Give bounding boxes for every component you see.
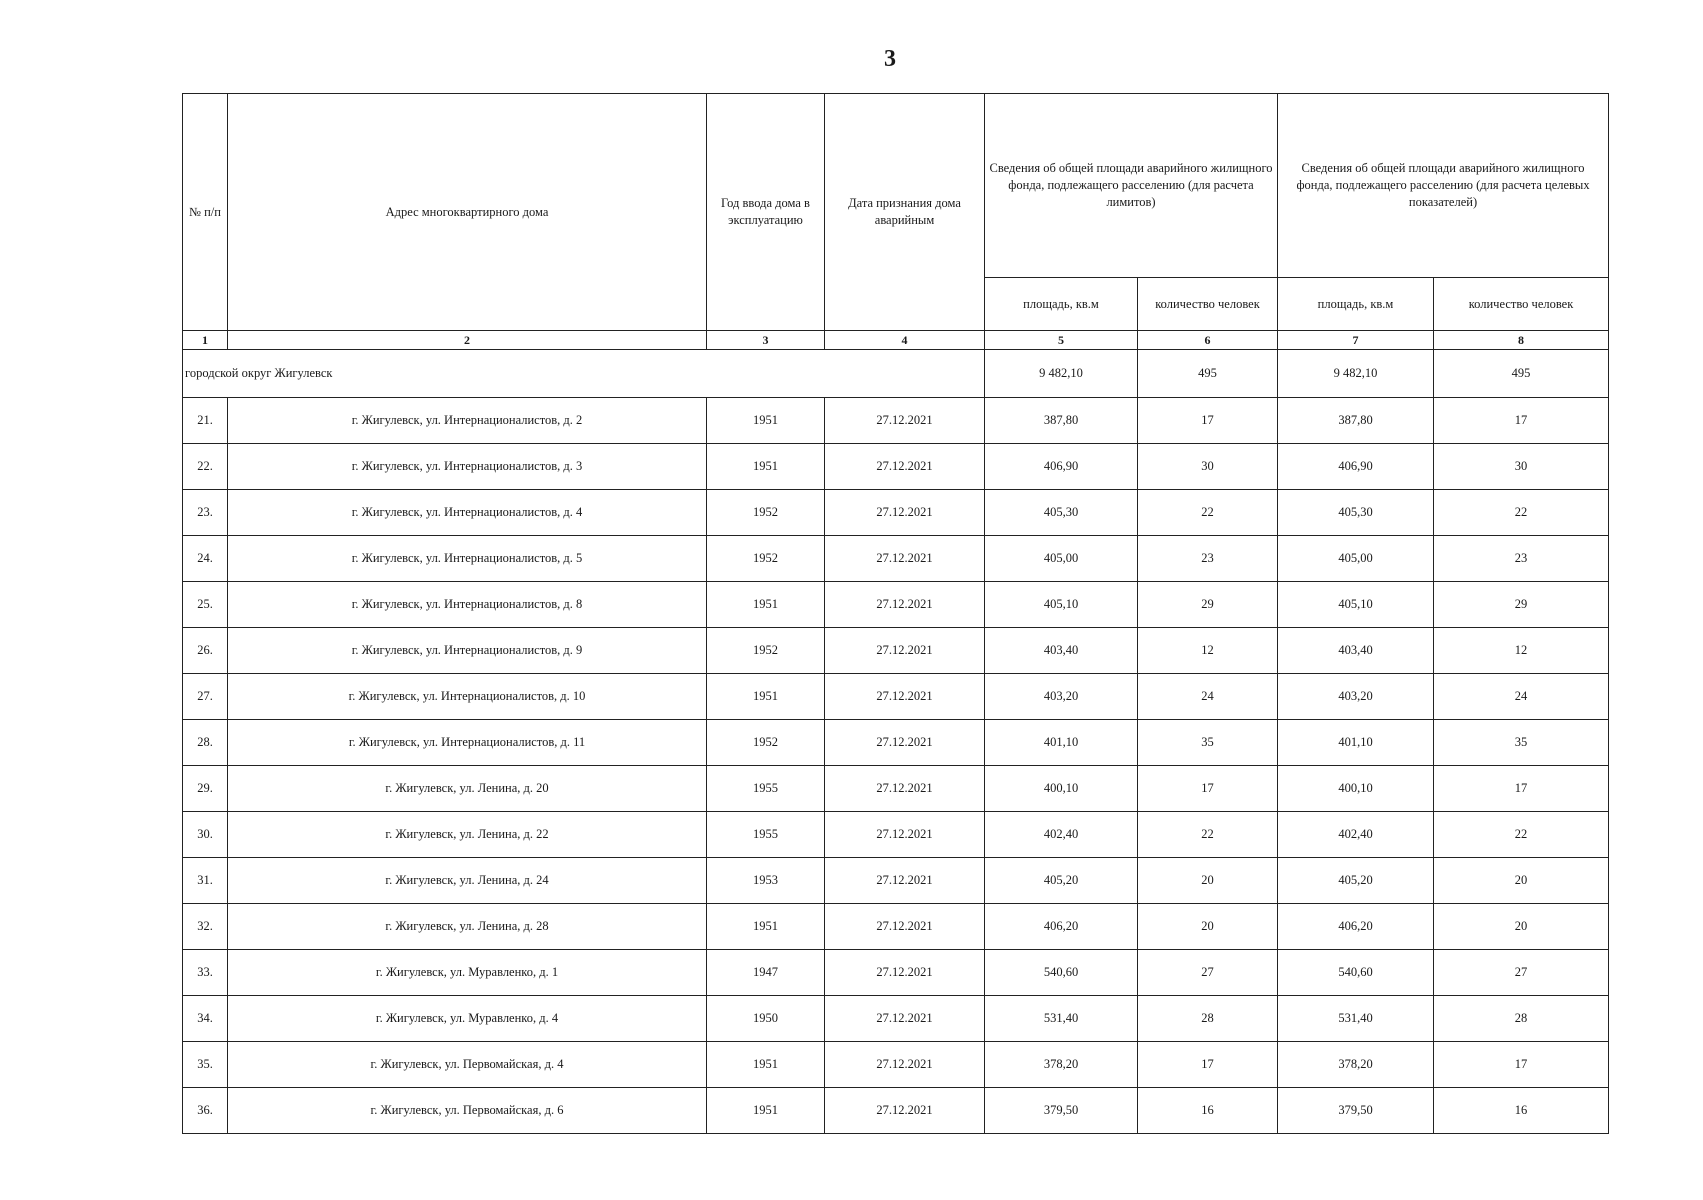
cell-date: 27.12.2021 xyxy=(825,1042,985,1088)
table-row xyxy=(183,720,1609,766)
cell-people-targets: 16 xyxy=(1434,1088,1609,1134)
cell-area-targets: 378,20 xyxy=(1278,1042,1434,1088)
cell-people-targets: 22 xyxy=(1434,490,1609,536)
cell-area-limits: 403,40 xyxy=(985,628,1138,674)
group-row xyxy=(183,350,1609,398)
column-number: 8 xyxy=(1434,331,1609,350)
header-targets-group: Сведения об общей площади аварийного жилищного фонда, подлежащего расселению (для расчета целевых показателей) xyxy=(1278,94,1609,278)
cell-year: 1951 xyxy=(707,398,825,444)
cell-people-targets: 22 xyxy=(1434,812,1609,858)
cell-address: г. Жигулевск, ул. Интернационалистов, д. 4 xyxy=(228,490,707,536)
header-people-targets: количество человек xyxy=(1434,278,1609,331)
cell-year: 1952 xyxy=(707,490,825,536)
cell-area-targets: 406,90 xyxy=(1278,444,1434,490)
cell-people-limits: 35 xyxy=(1138,720,1278,766)
cell-people-limits: 17 xyxy=(1138,398,1278,444)
cell-year: 1951 xyxy=(707,1088,825,1134)
cell-area-targets: 402,40 xyxy=(1278,812,1434,858)
cell-num: 32. xyxy=(183,904,228,950)
cell-year: 1953 xyxy=(707,858,825,904)
cell-date: 27.12.2021 xyxy=(825,812,985,858)
cell-area-limits: 405,30 xyxy=(985,490,1138,536)
cell-num: 35. xyxy=(183,1042,228,1088)
cell-address: г. Жигулевск, ул. Муравленко, д. 4 xyxy=(228,996,707,1042)
cell-area-targets: 405,20 xyxy=(1278,858,1434,904)
cell-date: 27.12.2021 xyxy=(825,950,985,996)
table-row xyxy=(183,490,1609,536)
cell-num: 21. xyxy=(183,398,228,444)
cell-num: 30. xyxy=(183,812,228,858)
cell-people-limits: 20 xyxy=(1138,904,1278,950)
table-row xyxy=(183,1042,1609,1088)
cell-address: г. Жигулевск, ул. Интернационалистов, д. 11 xyxy=(228,720,707,766)
cell-num: 23. xyxy=(183,490,228,536)
table-row xyxy=(183,1088,1609,1134)
cell-year: 1951 xyxy=(707,582,825,628)
cell-address: г. Жигулевск, ул. Интернационалистов, д. 3 xyxy=(228,444,707,490)
cell-people-targets: 29 xyxy=(1434,582,1609,628)
cell-area-targets: 531,40 xyxy=(1278,996,1434,1042)
cell-num: 34. xyxy=(183,996,228,1042)
emergency-housing-table xyxy=(182,93,1609,1134)
table-row xyxy=(183,582,1609,628)
cell-people-limits: 17 xyxy=(1138,1042,1278,1088)
cell-date: 27.12.2021 xyxy=(825,490,985,536)
cell-people-targets: 17 xyxy=(1434,1042,1609,1088)
table-row xyxy=(183,812,1609,858)
cell-area-targets: 403,40 xyxy=(1278,628,1434,674)
cell-people-targets: 27 xyxy=(1434,950,1609,996)
column-number: 2 xyxy=(228,331,707,350)
cell-year: 1950 xyxy=(707,996,825,1042)
cell-area-targets: 405,30 xyxy=(1278,490,1434,536)
cell-year: 1951 xyxy=(707,444,825,490)
cell-date: 27.12.2021 xyxy=(825,536,985,582)
cell-area-limits: 405,00 xyxy=(985,536,1138,582)
cell-year: 1955 xyxy=(707,812,825,858)
cell-area-targets: 401,10 xyxy=(1278,720,1434,766)
cell-date: 27.12.2021 xyxy=(825,628,985,674)
cell-num: 22. xyxy=(183,444,228,490)
cell-people-limits: 27 xyxy=(1138,950,1278,996)
cell-date: 27.12.2021 xyxy=(825,720,985,766)
header-area-limits: площадь, кв.м xyxy=(985,278,1138,331)
group-label: городской округ Жигулевск xyxy=(183,350,985,398)
cell-people-limits: 30 xyxy=(1138,444,1278,490)
cell-people-targets: 17 xyxy=(1434,398,1609,444)
cell-address: г. Жигулевск, ул. Ленина, д. 24 xyxy=(228,858,707,904)
cell-num: 33. xyxy=(183,950,228,996)
cell-area-limits: 403,20 xyxy=(985,674,1138,720)
cell-date: 27.12.2021 xyxy=(825,904,985,950)
column-number: 5 xyxy=(985,331,1138,350)
column-number: 7 xyxy=(1278,331,1434,350)
cell-people-targets: 20 xyxy=(1434,904,1609,950)
cell-people-limits: 29 xyxy=(1138,582,1278,628)
group-area-targets: 9 482,10 xyxy=(1278,350,1434,398)
cell-address: г. Жигулевск, ул. Интернационалистов, д. 9 xyxy=(228,628,707,674)
cell-num: 25. xyxy=(183,582,228,628)
cell-people-limits: 22 xyxy=(1138,490,1278,536)
cell-num: 36. xyxy=(183,1088,228,1134)
cell-date: 27.12.2021 xyxy=(825,1088,985,1134)
header-people-limits: количество человек xyxy=(1138,278,1278,331)
table-row xyxy=(183,536,1609,582)
table-row xyxy=(183,674,1609,720)
cell-people-limits: 28 xyxy=(1138,996,1278,1042)
cell-area-targets: 405,10 xyxy=(1278,582,1434,628)
cell-address: г. Жигулевск, ул. Муравленко, д. 1 xyxy=(228,950,707,996)
column-number: 3 xyxy=(707,331,825,350)
cell-year: 1952 xyxy=(707,720,825,766)
cell-people-limits: 16 xyxy=(1138,1088,1278,1134)
group-people-limits: 495 xyxy=(1138,350,1278,398)
cell-area-limits: 378,20 xyxy=(985,1042,1138,1088)
cell-address: г. Жигулевск, ул. Ленина, д. 20 xyxy=(228,766,707,812)
cell-year: 1947 xyxy=(707,950,825,996)
cell-year: 1951 xyxy=(707,1042,825,1088)
cell-area-targets: 405,00 xyxy=(1278,536,1434,582)
cell-people-limits: 24 xyxy=(1138,674,1278,720)
cell-area-targets: 540,60 xyxy=(1278,950,1434,996)
cell-num: 27. xyxy=(183,674,228,720)
cell-area-targets: 400,10 xyxy=(1278,766,1434,812)
cell-people-targets: 30 xyxy=(1434,444,1609,490)
cell-people-limits: 20 xyxy=(1138,858,1278,904)
cell-area-limits: 405,10 xyxy=(985,582,1138,628)
cell-people-limits: 17 xyxy=(1138,766,1278,812)
cell-people-targets: 20 xyxy=(1434,858,1609,904)
cell-area-limits: 387,80 xyxy=(985,398,1138,444)
cell-people-limits: 22 xyxy=(1138,812,1278,858)
cell-address: г. Жигулевск, ул. Интернационалистов, д. 5 xyxy=(228,536,707,582)
cell-date: 27.12.2021 xyxy=(825,398,985,444)
cell-address: г. Жигулевск, ул. Интернационалистов, д. 10 xyxy=(228,674,707,720)
column-number: 6 xyxy=(1138,331,1278,350)
header-address: Адрес многоквартирного дома xyxy=(228,94,707,331)
cell-year: 1952 xyxy=(707,536,825,582)
header-year: Год ввода дома в эксплуатацию xyxy=(707,94,825,331)
cell-address: г. Жигулевск, ул. Ленина, д. 22 xyxy=(228,812,707,858)
cell-address: г. Жигулевск, ул. Первомайская, д. 4 xyxy=(228,1042,707,1088)
table-row xyxy=(183,950,1609,996)
table-row xyxy=(183,628,1609,674)
cell-date: 27.12.2021 xyxy=(825,582,985,628)
cell-people-targets: 12 xyxy=(1434,628,1609,674)
cell-people-targets: 24 xyxy=(1434,674,1609,720)
cell-num: 28. xyxy=(183,720,228,766)
cell-date: 27.12.2021 xyxy=(825,996,985,1042)
column-number: 1 xyxy=(183,331,228,350)
cell-year: 1951 xyxy=(707,904,825,950)
cell-date: 27.12.2021 xyxy=(825,444,985,490)
cell-people-targets: 28 xyxy=(1434,996,1609,1042)
table-row xyxy=(183,766,1609,812)
header-num: № п/п xyxy=(183,94,228,331)
cell-address: г. Жигулевск, ул. Интернационалистов, д. 2 xyxy=(228,398,707,444)
header-limits-group: Сведения об общей площади аварийного жилищного фонда, подлежащего расселению (для расчета лимитов) xyxy=(985,94,1278,278)
table-row xyxy=(183,858,1609,904)
cell-area-limits: 405,20 xyxy=(985,858,1138,904)
cell-address: г. Жигулевск, ул. Первомайская, д. 6 xyxy=(228,1088,707,1134)
cell-date: 27.12.2021 xyxy=(825,674,985,720)
cell-area-targets: 379,50 xyxy=(1278,1088,1434,1134)
cell-people-targets: 23 xyxy=(1434,536,1609,582)
cell-num: 24. xyxy=(183,536,228,582)
group-people-targets: 495 xyxy=(1434,350,1609,398)
cell-num: 31. xyxy=(183,858,228,904)
cell-area-limits: 540,60 xyxy=(985,950,1138,996)
cell-num: 26. xyxy=(183,628,228,674)
table-row xyxy=(183,398,1609,444)
cell-address: г. Жигулевск, ул. Интернационалистов, д. 8 xyxy=(228,582,707,628)
cell-people-limits: 12 xyxy=(1138,628,1278,674)
header-date: Дата признания дома аварийным xyxy=(825,94,985,331)
cell-area-limits: 402,40 xyxy=(985,812,1138,858)
cell-year: 1955 xyxy=(707,766,825,812)
cell-area-targets: 403,20 xyxy=(1278,674,1434,720)
cell-area-limits: 406,90 xyxy=(985,444,1138,490)
cell-area-targets: 406,20 xyxy=(1278,904,1434,950)
table-row xyxy=(183,996,1609,1042)
cell-area-targets: 387,80 xyxy=(1278,398,1434,444)
cell-people-targets: 35 xyxy=(1434,720,1609,766)
column-number: 4 xyxy=(825,331,985,350)
cell-area-limits: 379,50 xyxy=(985,1088,1138,1134)
table-row xyxy=(183,444,1609,490)
cell-people-limits: 23 xyxy=(1138,536,1278,582)
cell-area-limits: 401,10 xyxy=(985,720,1138,766)
cell-area-limits: 400,10 xyxy=(985,766,1138,812)
cell-area-limits: 531,40 xyxy=(985,996,1138,1042)
group-area-limits: 9 482,10 xyxy=(985,350,1138,398)
cell-date: 27.12.2021 xyxy=(825,766,985,812)
cell-area-limits: 406,20 xyxy=(985,904,1138,950)
cell-num: 29. xyxy=(183,766,228,812)
cell-year: 1951 xyxy=(707,674,825,720)
cell-date: 27.12.2021 xyxy=(825,858,985,904)
cell-address: г. Жигулевск, ул. Ленина, д. 28 xyxy=(228,904,707,950)
page-number: 3 xyxy=(884,46,896,72)
cell-people-targets: 17 xyxy=(1434,766,1609,812)
header-area-targets: площадь, кв.м xyxy=(1278,278,1434,331)
cell-year: 1952 xyxy=(707,628,825,674)
table-row xyxy=(183,904,1609,950)
